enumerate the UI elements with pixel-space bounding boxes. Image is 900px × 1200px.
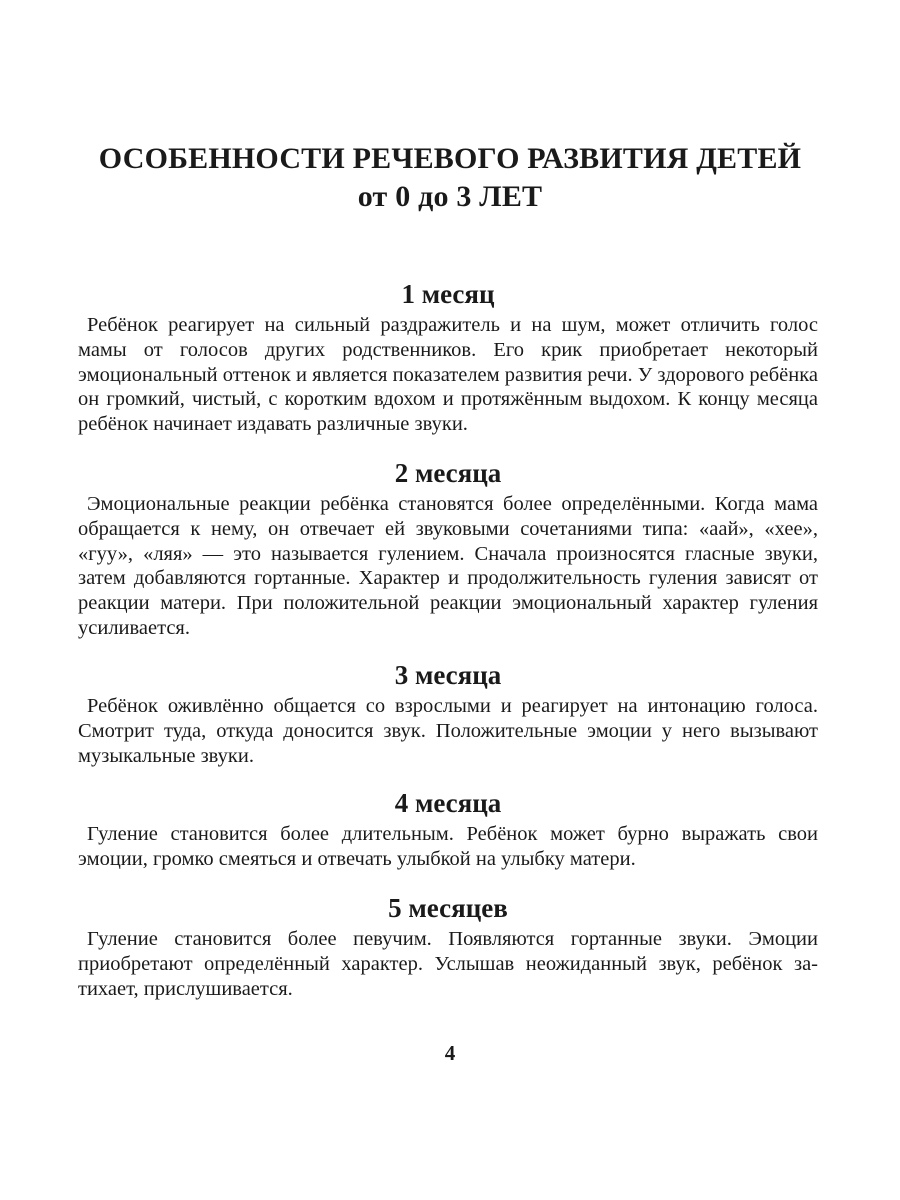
section-paragraph: Эмоциональные реакции ребёнка становятся более определёнными. Когда мама обращается к нему, он отвечает ей звуковыми сочетаниями типа: «аай», «хее», «гуу», «ляя» — это называется гулением. Сначала произносятся гласные звуки, затем добавляются гортанные. Характер и продолжительность гуления зависят от реакции матери. При положительной реакции эмоциональный характер гуления усиливается. (78, 493, 818, 639)
section-3-months (78, 658, 818, 768)
section-2-months (78, 456, 818, 641)
section-heading: 5 месяцев (388, 893, 508, 923)
section-paragraph: Ребёнок реагирует на сильный раздражитель и на шум, может отличить голос мамы от голосов других родственников. Его крик приобретает некоторый эмоциональный оттенок и является показателем развития речи. У здорового ребёнка он громкий, чистый, с коротким вдохом и протяжённым выдохом. К концу месяца ребёнок начинает издавать различные звуки. (78, 314, 818, 436)
section-paragraph: Ребёнок оживлённо общается со взрослыми и реагирует на интонацию голоса. Смотрит туда, откуда доносится звук. Положительные эмоции у него вызывают музыкальные звуки. (78, 695, 818, 767)
page-subtitle: от 0 до 3 ЛЕТ (357, 180, 543, 213)
section-1-month (78, 277, 818, 437)
page-number: 4 (444, 1041, 456, 1065)
section-heading: 2 месяца (394, 458, 502, 488)
page-title: ОСОБЕННОСТИ РЕЧЕВОГО РАЗВИТИЯ ДЕТЕЙ (98, 142, 802, 175)
section-paragraph: Гуление становится более певучим. Появляются гортанные звуки. Эмоции приобретают определённый характер. Услышав неожиданный звук, ребёнок затихает, прислушивается. (78, 928, 818, 1000)
section-heading: 1 месяц (401, 279, 495, 309)
section-4-months (78, 786, 818, 872)
section-heading: 4 месяца (394, 788, 502, 818)
section-5-months (78, 891, 818, 1001)
section-heading: 3 месяца (394, 660, 502, 690)
section-paragraph: Гуление становится более длительным. Ребёнок может бурно выражать свои эмоции, громко смеяться и отвечать улыбкой на улыбку матери. (78, 823, 818, 870)
